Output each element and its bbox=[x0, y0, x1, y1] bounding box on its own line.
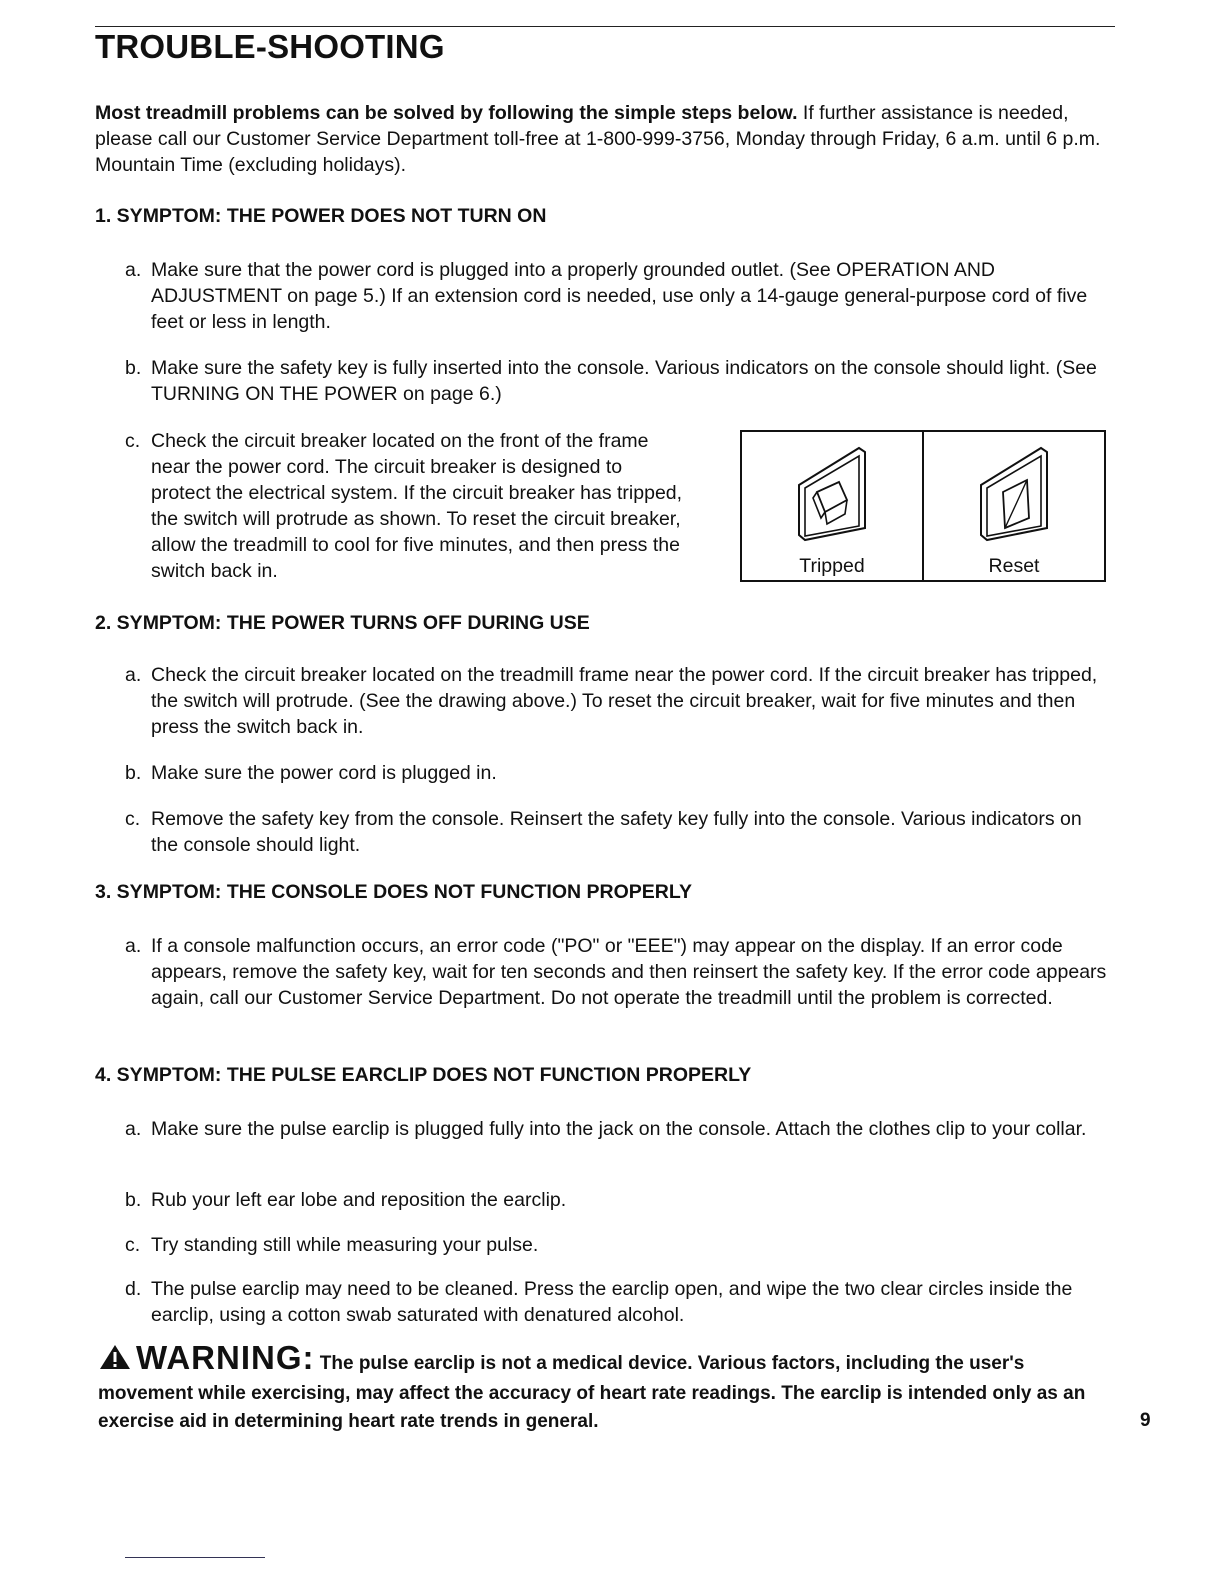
circuit-breaker-figure bbox=[740, 430, 1106, 582]
symptom-2-heading: 2. SYMPTOM: THE POWER TURNS OFF DURING USE bbox=[95, 612, 590, 634]
item-letter: c. bbox=[125, 430, 141, 452]
warning-text: The pulse earclip is not a medical device. Various factors, including the user's movement while exercising, may affect the accuracy of heart rate readings. The earclip is intended only as an exercise aid in determining heart rate trends in general. bbox=[98, 1353, 1086, 1432]
intro-bold: Most treadmill problems can be solved by following the simple steps below. bbox=[95, 102, 798, 124]
intro-text: If further assistance is needed, please call our Customer Service Department toll-free at 1-800-999-3756, Monday through Friday, 6 a.m. until 6 p.m. Mountain Time (excluding holidays). bbox=[95, 102, 1101, 176]
symptom-3-heading: 3. SYMPTOM: THE CONSOLE DOES NOT FUNCTION PROPERLY bbox=[95, 881, 692, 903]
item-letter: b. bbox=[125, 357, 142, 379]
item-text: Rub your left ear lobe and reposition the earclip. bbox=[151, 1189, 567, 1211]
symptom-2-item-b bbox=[125, 760, 1110, 786]
reset-switch-icon bbox=[969, 440, 1059, 550]
reset-panel bbox=[922, 432, 1104, 580]
symptom-1-item-b bbox=[125, 355, 1110, 407]
tripped-panel bbox=[742, 432, 922, 580]
item-text: The pulse earclip may need to be cleaned. Press the earclip open, and wipe the two clear circles inside the earclip, using a cotton swab saturated with denatured alcohol. bbox=[151, 1278, 1073, 1326]
symptom-1-item-a bbox=[125, 257, 1110, 335]
item-text: Remove the safety key from the console. Reinsert the safety key fully into the console. Various indicators on the console should light. bbox=[151, 808, 1082, 856]
item-letter: a. bbox=[125, 664, 142, 686]
symptom-2-item-c bbox=[125, 806, 1110, 858]
symptom-4-item-d bbox=[125, 1276, 1110, 1328]
reset-label: Reset bbox=[988, 555, 1040, 577]
symptom-4-item-a bbox=[125, 1116, 1110, 1142]
item-text: Make sure the pulse earclip is plugged fully into the jack on the console. Attach the clothes clip to your collar. bbox=[151, 1118, 1087, 1140]
item-text: Check the circuit breaker located on the treadmill frame near the power cord. If the circuit breaker has tripped, the switch will protrude. (See the drawing above.) To reset the circuit breaker, wait for five minutes and then press the switch back in. bbox=[151, 664, 1098, 738]
symptom-4-heading: 4. SYMPTOM: THE PULSE EARCLIP DOES NOT FUNCTION PROPERLY bbox=[95, 1064, 752, 1086]
tripped-label: Tripped bbox=[799, 555, 865, 577]
item-text: Try standing still while measuring your pulse. bbox=[151, 1234, 539, 1256]
item-text: Make sure the safety key is fully inserted into the console. Various indicators on the console should light. (See TURNING ON THE POWER on page 6.) bbox=[151, 357, 1097, 405]
item-text: Check the circuit breaker located on the front of the frame near the power cord. The circuit breaker is designed to protect the electrical system. If the circuit breaker has tripped, the switch will protrude as shown. To reset the circuit breaker, allow the treadmill to cool for five minutes, and then press the switch back in. bbox=[151, 430, 683, 582]
warning-triangle-icon bbox=[98, 1343, 132, 1380]
item-letter: a. bbox=[125, 935, 142, 957]
page-title: TROUBLE-SHOOTING bbox=[95, 28, 445, 65]
intro-paragraph bbox=[95, 100, 1125, 178]
symptom-3-item-a bbox=[125, 933, 1110, 1011]
item-letter: a. bbox=[125, 1118, 142, 1140]
item-letter: d. bbox=[125, 1278, 142, 1300]
warning-block bbox=[98, 1339, 1098, 1436]
warning-label: WARNING: bbox=[136, 1339, 315, 1376]
item-letter: a. bbox=[125, 259, 142, 281]
page-number: 9 bbox=[1140, 1410, 1151, 1431]
symptom-4-item-c bbox=[125, 1232, 1110, 1258]
item-text: Make sure that the power cord is plugged into a properly grounded outlet. (See OPERATION AND ADJUSTMENT on page 5.) If an extension cord is needed, use only a 14-gauge general-purpose cord of five feet or less in length. bbox=[151, 259, 1088, 333]
symptom-4-item-b bbox=[125, 1187, 1110, 1213]
item-text: Make sure the power cord is plugged in. bbox=[151, 762, 497, 784]
item-text: If a console malfunction occurs, an error code ("PO" or "EEE") may appear on the display. If an error code appears, remove the safety key, wait for ten seconds and then reinsert the safety key. If the error code appears again, call our Customer Service Department. Do not operate the treadmill until the problem is corrected. bbox=[151, 935, 1107, 1009]
tripped-switch-icon bbox=[787, 440, 877, 550]
footer-rule bbox=[125, 1557, 265, 1558]
item-letter: c. bbox=[125, 1234, 141, 1256]
item-letter: c. bbox=[125, 808, 141, 830]
top-rule bbox=[95, 26, 1115, 27]
symptom-1-heading: 1. SYMPTOM: THE POWER DOES NOT TURN ON bbox=[95, 205, 547, 227]
symptom-1-item-c bbox=[125, 428, 685, 584]
item-letter: b. bbox=[125, 1189, 142, 1211]
item-letter: b. bbox=[125, 762, 142, 784]
symptom-2-item-a bbox=[125, 662, 1110, 740]
